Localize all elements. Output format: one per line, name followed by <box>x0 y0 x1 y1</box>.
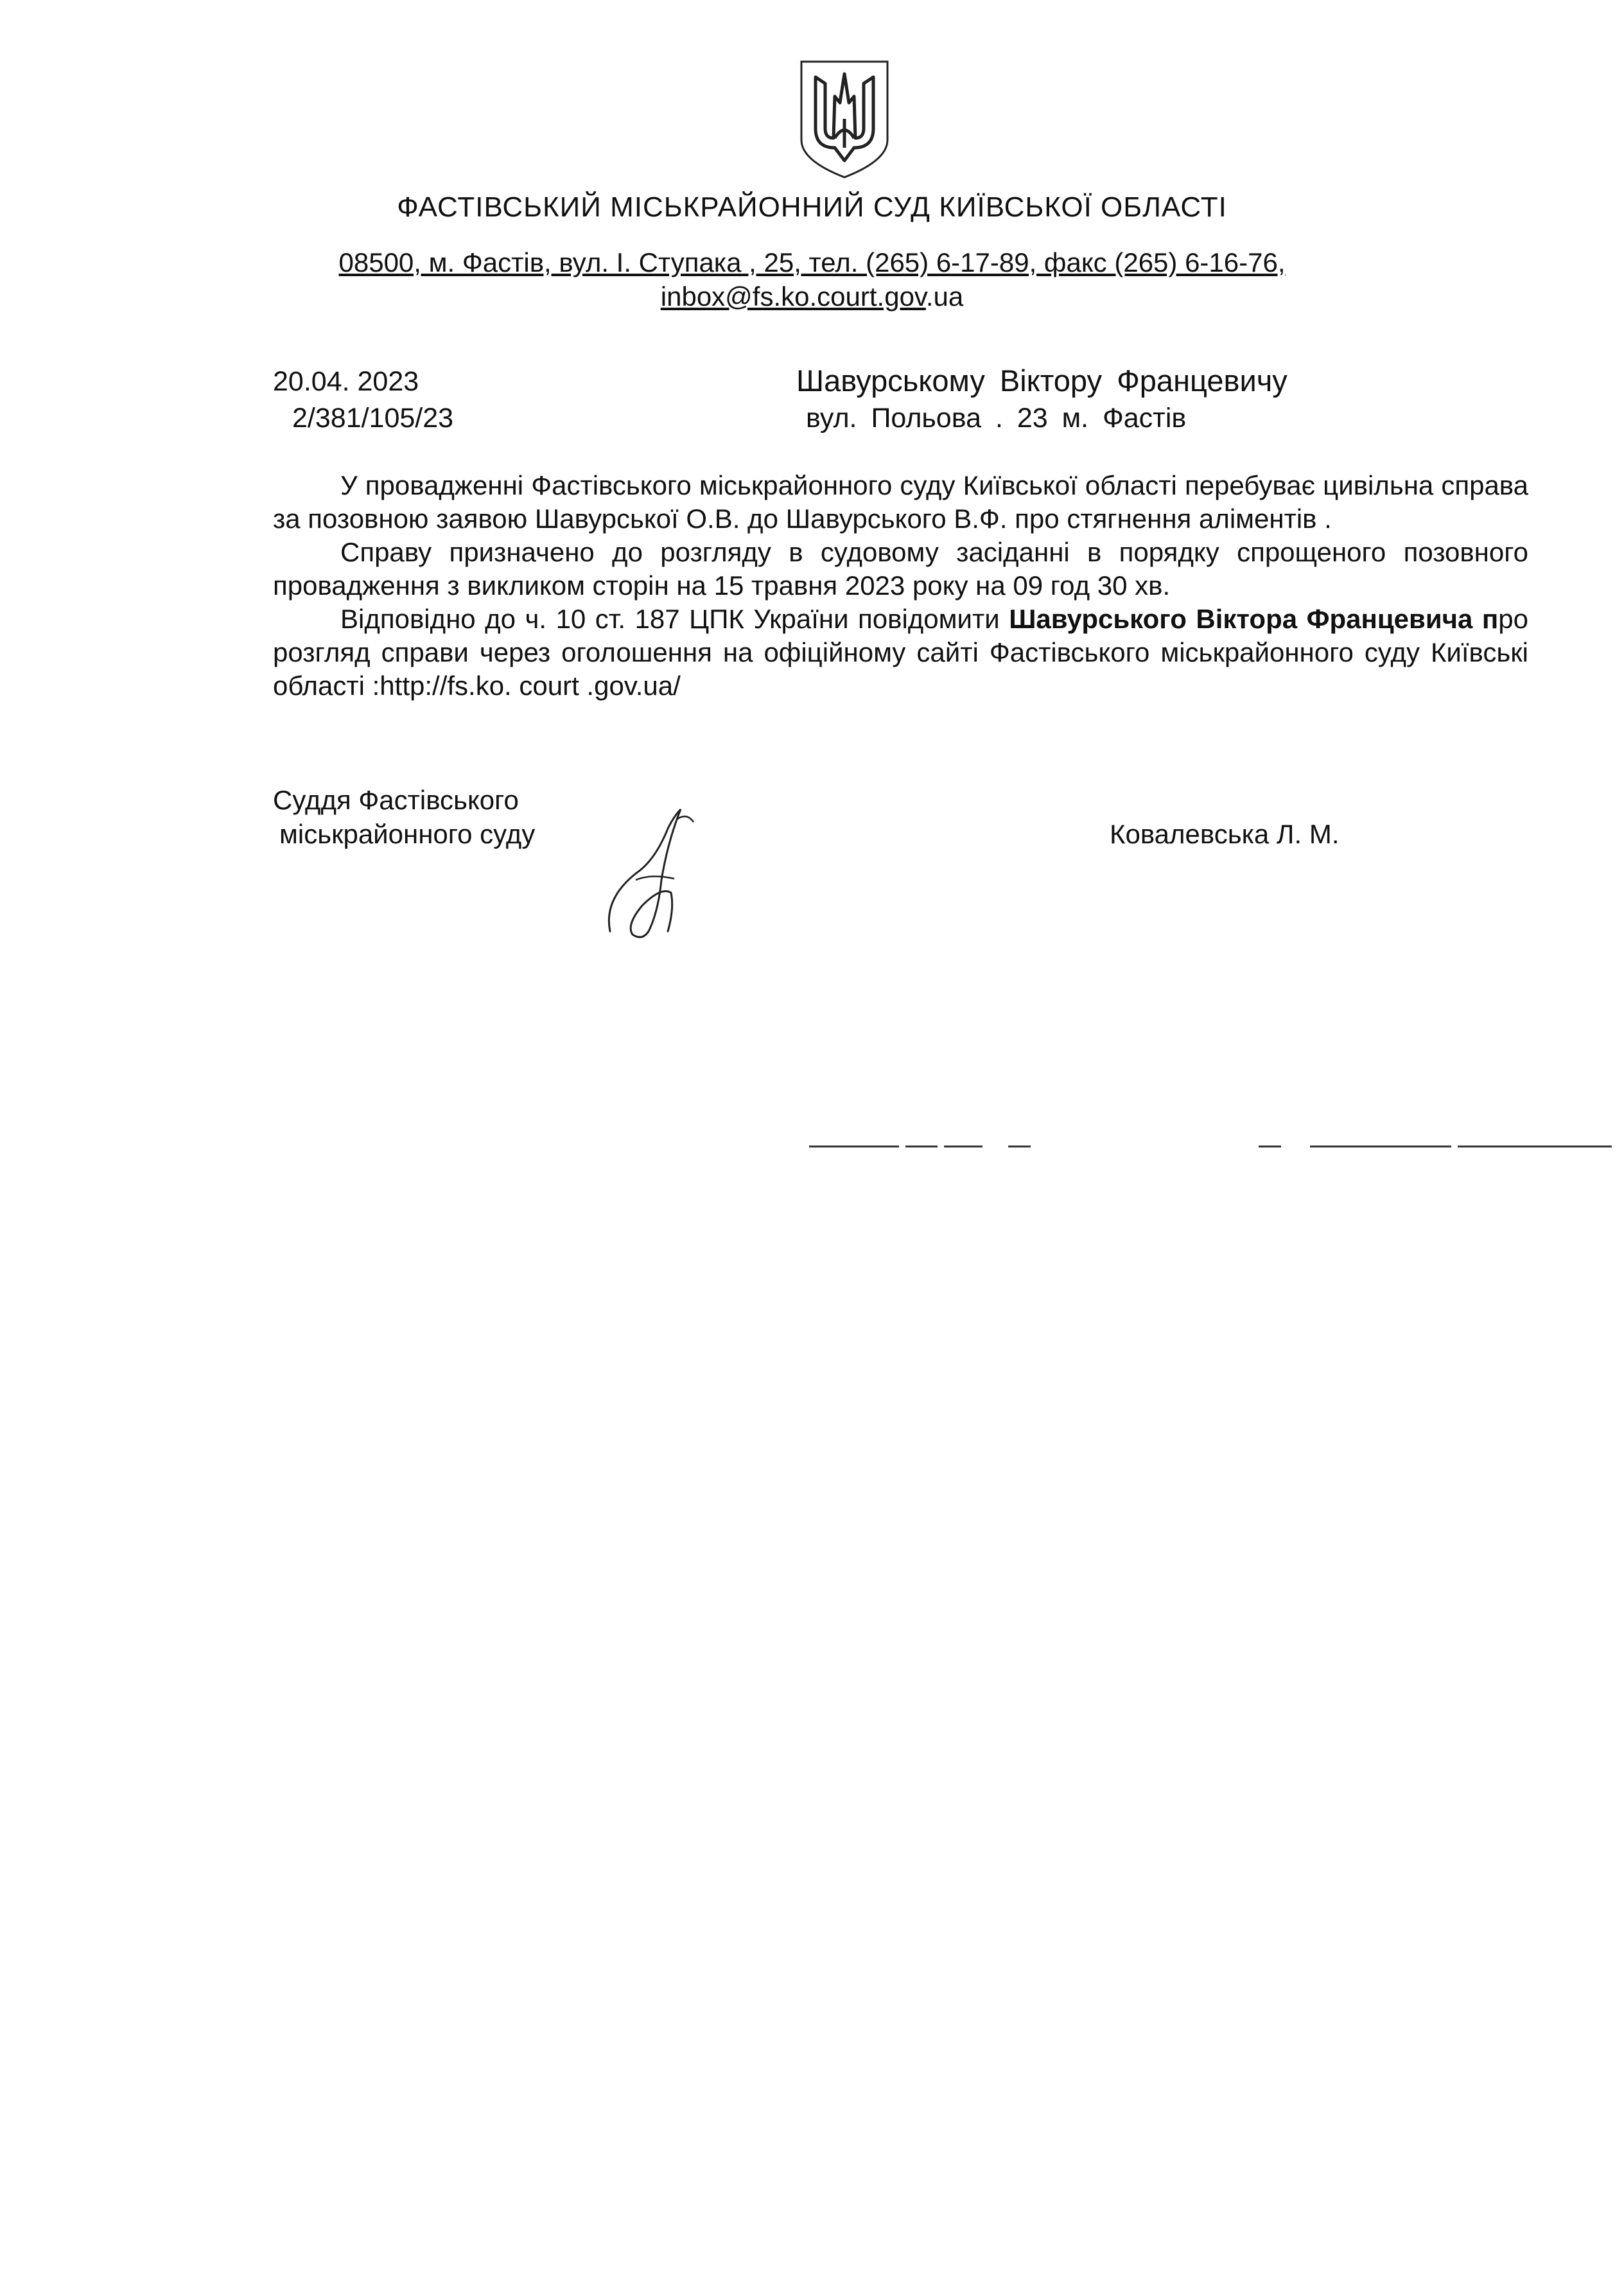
recipient-address: вул. Польова . 23 м. Фастів <box>806 403 1187 434</box>
court-name: ФАСТІВСЬКИЙ МІСЬКРАЙОННИЙ СУД КИЇВСЬКОЇ ОБЛАСТІ <box>397 191 1227 223</box>
court-email <box>0 281 1624 312</box>
notice-bold-letter: п <box>1481 604 1499 634</box>
email-link[interactable]: inbox@fs.ko.court.gov <box>660 281 926 312</box>
letter-date: 20.04. 2023 <box>273 366 419 397</box>
judge-name: Ковалевська Л. М. <box>1110 819 1340 849</box>
ukraine-trident-emblem-icon <box>796 58 893 180</box>
court-address: 08500, м. Фастів, вул. І. Ступака , 25, тел. (265) 6-17-89, факс (265) 6-16-76, <box>338 247 1286 277</box>
paragraph-hearing: Справу призначено до розгляду в судовому засіданні в порядку спрощеного позовного провадження з викликом сторін на 15 травня 2023 року на 09 год 30 хв. <box>273 537 1528 601</box>
scan-artifact-lines <box>809 1140 1618 1153</box>
notice-details: ро розгляд справи через оголошення на офіційному сайті Фастівського міськрайонного суду Київські області :http://fs.ko. court .gov.ua/ <box>273 604 1528 701</box>
paragraph-notice <box>273 602 1528 703</box>
notice-intro: Відповідно до ч. 10 ст. 187 ЦПК України повідомити <box>340 604 1009 634</box>
judge-role-line1: Суддя Фастівського <box>273 785 519 815</box>
judge-role-line2: міськрайонного суду <box>279 819 536 849</box>
recipient-name: Шавурському Віктору Францевичу <box>796 364 1288 398</box>
paragraph-case: У провадженні Фастівського міськрайонного суду Київської області перебуває цивільна справа за позовною заявою Шавурської О.В. до Шавурського В.Ф. про стягнення аліментів . <box>273 470 1528 534</box>
letter-body <box>273 469 1528 703</box>
email-suffix: .ua <box>925 281 964 312</box>
handwritten-signature-icon <box>597 803 706 951</box>
document-number: 2/381/105/23 <box>292 403 454 434</box>
defendant-name: Шавурського Віктора Францевича <box>1009 604 1473 634</box>
